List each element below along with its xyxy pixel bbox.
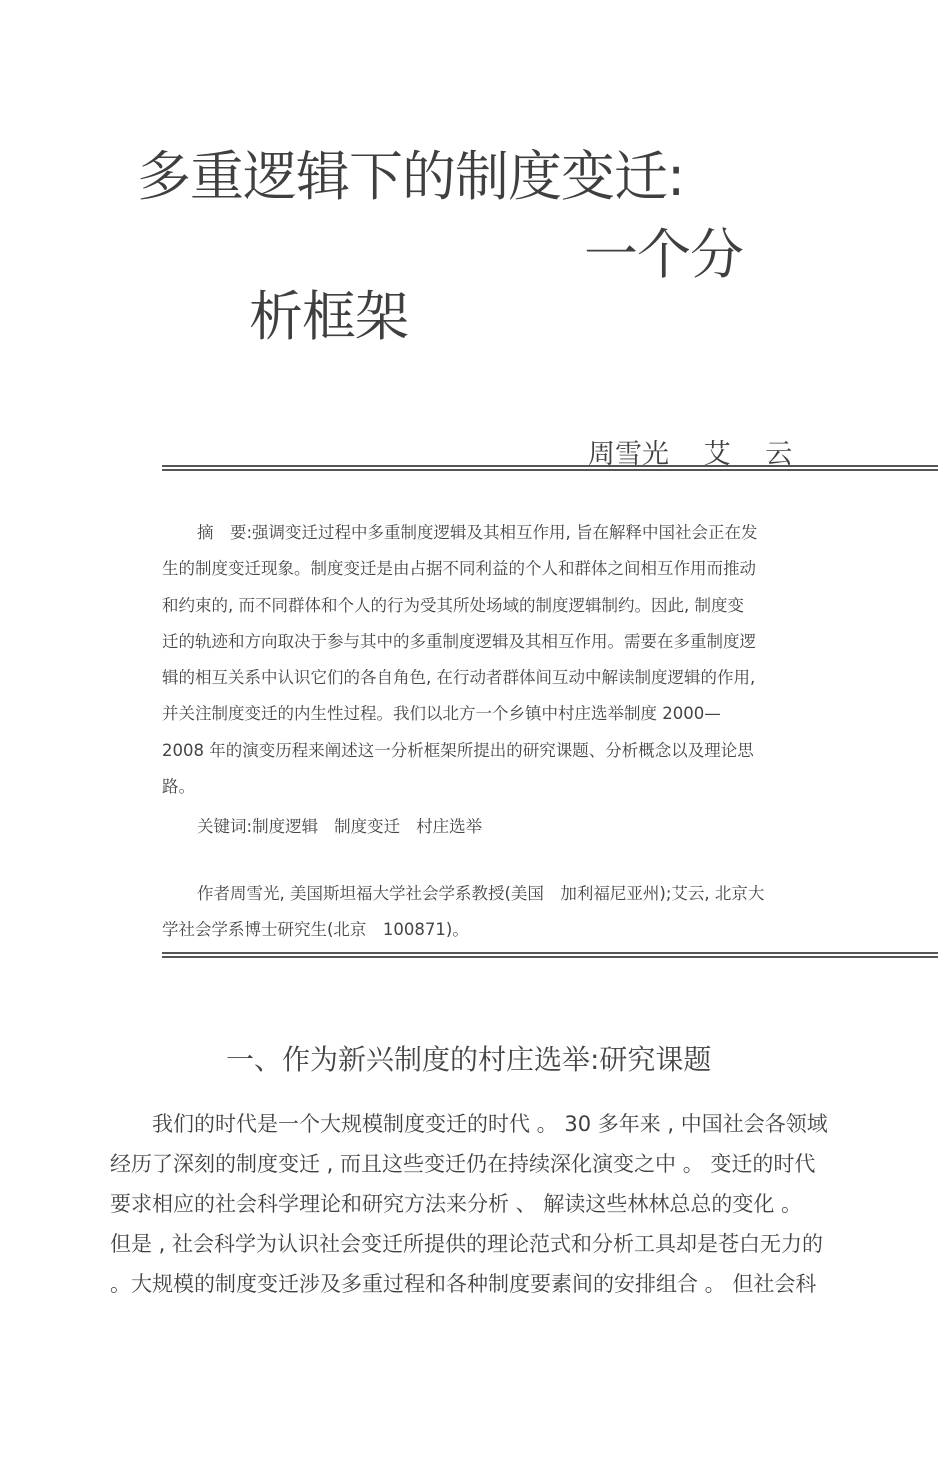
body-paragraph <box>110 1104 826 1304</box>
section-heading: 一、作为新兴制度的村庄选举:研究课题 <box>226 1043 712 1076</box>
article-title-line-3: 析框架 <box>249 285 408 348</box>
abstract-line: 摘 要:强调变迁过程中多重制度逻辑及其相互作用, 旨在解释中国社会正在发 <box>197 523 758 542</box>
article-title-line-2: 一个分 <box>584 223 743 286</box>
abstract-line: 迁的轨迹和方向取决于参与其中的多重制度逻辑及其相互作用。需要在多重制度逻 <box>162 631 756 651</box>
author-name: 艾 <box>703 439 731 470</box>
abstract-line: 和约束的, 而不同群体和个人的行为受其所处场域的制度逻辑制约。因此, 制度变 <box>162 595 744 615</box>
article-title-line-1: 多重逻辑下的制度变迁: <box>137 145 685 208</box>
body-line: 。大规模的制度变迁涉及多重过程和各种制度要素间的安排组合 。 但社会科 <box>110 1272 817 1296</box>
double-rule-divider <box>162 952 938 958</box>
keyword: 制度变迁 <box>334 817 401 836</box>
body-line: 要求相应的社会科学理论和研究方法来分析 、 解读这些林林总总的变化 。 <box>110 1192 803 1216</box>
author-name: 周雪光 <box>588 439 669 470</box>
author-note-line: 作者周雪光, 美国斯坦福大学社会学系教授(美国 加利福尼亚州);艾云, 北京大 <box>197 884 765 903</box>
abstract-line: 生的制度变迁现象。制度变迁是由占据不同利益的个人和群体之间相互作用而推动 <box>162 559 756 579</box>
abstract-line: 路。 <box>162 777 195 797</box>
abstract-block <box>162 515 776 805</box>
keyword: 制度逻辑 <box>252 817 319 836</box>
author-affiliation-note <box>162 876 776 949</box>
abstract-line: 辑的相互关系中认识它们的各自角色, 在行动者群体间互动中解读制度逻辑的作用, <box>162 668 756 688</box>
body-line: 我们的时代是一个大规模制度变迁的时代 。 30 多年来 , 中国社会各领域 <box>152 1112 828 1136</box>
keywords-label: 关键词: <box>197 817 253 836</box>
author-name: 云 <box>765 439 793 470</box>
body-line: 但是 , 社会科学为认识社会变迁所提供的理论范式和分析工具却是苍白无力的 <box>110 1232 824 1256</box>
keyword: 村庄选举 <box>416 817 483 836</box>
body-line: 经历了深刻的制度变迁 , 而且这些变迁仍在持续深化演变之中 。 变迁的时代 <box>110 1152 816 1176</box>
abstract-line: 并关注制度变迁的内生性过程。我们以北方一个乡镇中村庄选举制度 2000— <box>162 704 721 724</box>
abstract-line: 2008 年的演变历程来阐述这一分析框架所提出的研究课题、分析概念以及理论思 <box>162 740 754 760</box>
keywords-line <box>197 813 498 837</box>
double-rule-divider <box>162 465 938 471</box>
author-note-line: 学社会学系博士研究生(北京 100871)。 <box>162 920 469 940</box>
